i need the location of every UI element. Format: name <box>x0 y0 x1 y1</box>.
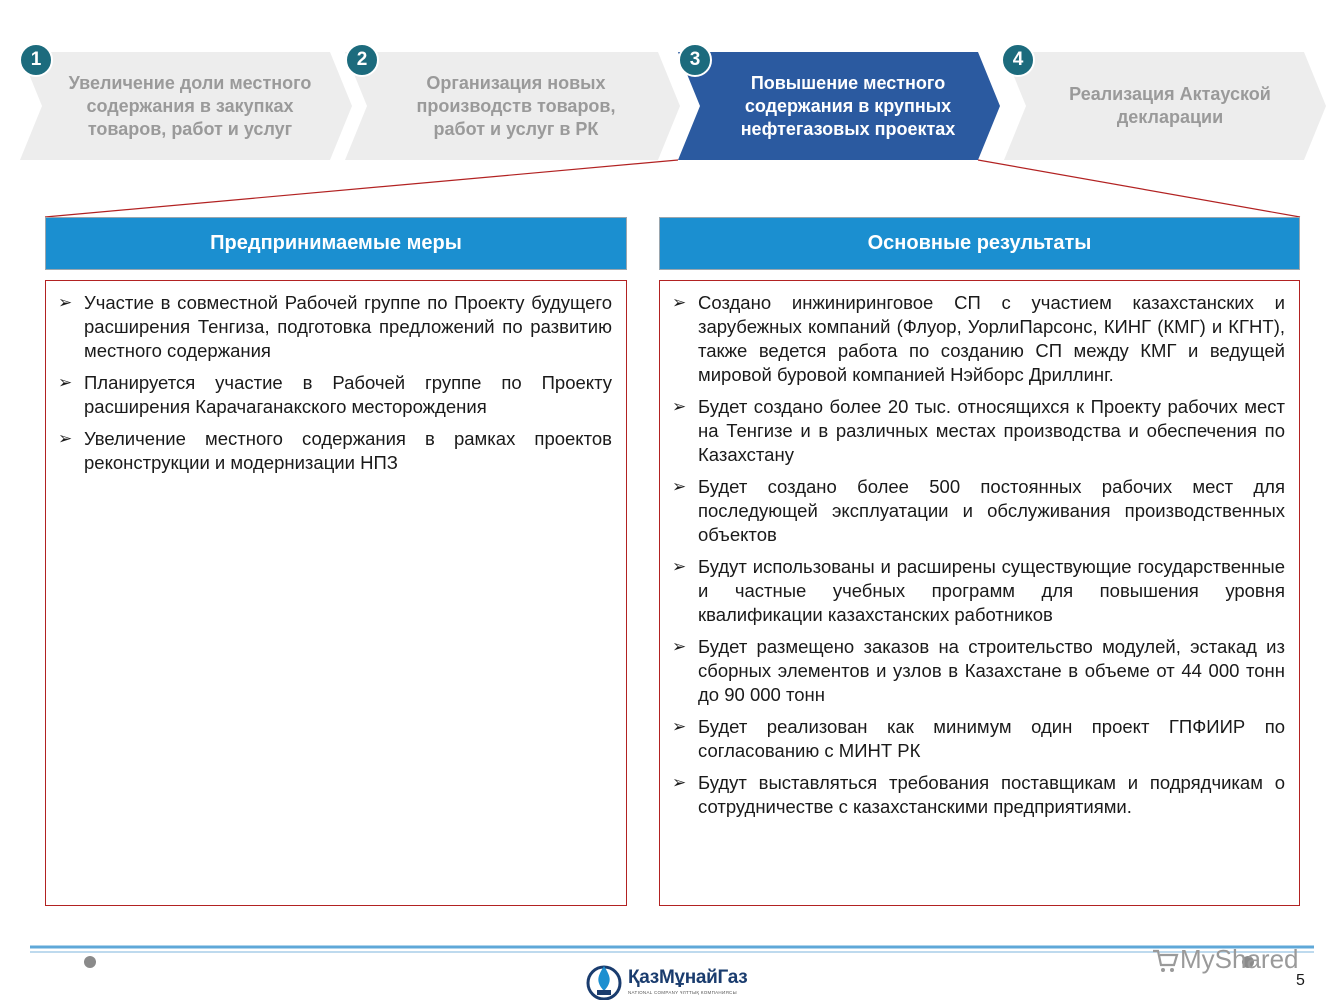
watermark-cart-icon <box>1150 945 1180 975</box>
results-item-text: Будут использованы и расширены существующие государственные и частные учебных программ для повышения уровня квалификации казахстанских работников <box>698 556 1285 625</box>
step-label-4: Реализация Актауской декларации <box>1069 84 1271 127</box>
step-number-4: 4 <box>1001 43 1035 77</box>
page-number: 5 <box>1296 972 1305 989</box>
arrow-bullet-icon: ➢ <box>672 293 687 312</box>
step-number-1: 1 <box>19 43 53 77</box>
measures-header: Предпринимаемые меры <box>45 217 627 270</box>
footer-divider <box>30 944 1314 956</box>
step-number-3: 3 <box>678 43 712 77</box>
results-item-text: Создано инжиниринговое СП с участием казахстанских и зарубежных компаний (Флуор, УорлиПарсонс, КИНГ (КМГ) и КГНТ), также ведется работа по созданию СП между КМГ и ведущей мировой буровой компанией Нэйборс Дриллинг. <box>698 292 1285 385</box>
results-item <box>660 771 1285 819</box>
results-item <box>660 635 1285 707</box>
results-item <box>660 475 1285 547</box>
results-panel <box>659 280 1300 906</box>
arrow-bullet-icon: ➢ <box>672 557 687 576</box>
arrow-bullet-icon: ➢ <box>58 373 73 392</box>
callout-line-left <box>45 160 678 217</box>
results-item <box>660 291 1285 387</box>
measures-item-text: Участие в совместной Рабочей группе по Проекту будущего расширения Тенгиза, подготовка предложений по развитию местного содержания <box>84 292 612 361</box>
callout-line-right <box>978 160 1300 217</box>
arrow-bullet-icon: ➢ <box>672 477 687 496</box>
results-list <box>660 291 1285 819</box>
logo-flame-icon <box>586 962 622 1000</box>
kazmunaygas-logo <box>586 962 747 1000</box>
step-label-1: Увеличение доли местного содержания в закупках товаров, работ и услуг <box>68 72 312 139</box>
watermark-text: MyShared <box>1180 944 1299 974</box>
myshared-watermark <box>1150 944 1299 975</box>
arrow-bullet-icon: ➢ <box>672 717 687 736</box>
step-label-2: Организация новых производств товаров, работ и услуг в РК <box>416 72 616 139</box>
results-header: Основные результаты <box>659 217 1300 270</box>
arrow-bullet-icon: ➢ <box>672 397 687 416</box>
results-item-text: Будет реализован как минимум один проект ГПФИИР по согласованию с МИНТ РК <box>698 716 1285 761</box>
measures-item <box>46 427 612 475</box>
logo-text: ҚазМұнайГаз <box>628 967 748 988</box>
measures-item <box>46 291 612 363</box>
measures-item-text: Увеличение местного содержания в рамках проектов реконструкции и модернизации НПЗ <box>84 428 612 473</box>
arrow-bullet-icon: ➢ <box>58 429 73 448</box>
measures-item-text: Планируется участие в Рабочей группе по Проекту расширения Карачаганакского месторождения <box>84 372 612 417</box>
footer-dot-left <box>84 956 96 968</box>
measures-item <box>46 371 612 419</box>
results-item-text: Будет создано более 20 тыс. относящихся к Проекту рабочих мест на Тенгизе и в различных местах производства и обеспечения по Казахстану <box>698 396 1285 465</box>
results-item <box>660 395 1285 467</box>
results-item <box>660 555 1285 627</box>
results-item-text: Будет создано более 500 постоянных рабочих мест для последующей эксплуатации и обслуживания производственных объектов <box>698 476 1285 545</box>
step-number-2: 2 <box>345 43 379 77</box>
results-item-text: Будет размещено заказов на строительство модулей, эстакад из сборных элементов и узлов в Казахстане в объеме от 44 000 тонн до 90 000 тонн <box>698 636 1285 705</box>
arrow-bullet-icon: ➢ <box>672 773 687 792</box>
results-item <box>660 715 1285 763</box>
logo-subtext: NATIONAL COMPANY ҰЛТТЫҚ КОМПАНИЯСЫ <box>628 990 737 995</box>
arrow-bullet-icon: ➢ <box>672 637 687 656</box>
measures-panel <box>45 280 627 906</box>
arrow-bullet-icon: ➢ <box>58 293 73 312</box>
step-label-3: Повышение местного содержания в крупных нефтегазовых проектах <box>740 72 956 139</box>
results-item-text: Будут выставляться требования поставщикам и подрядчикам о сотрудничестве с казахстанскими предприятиями. <box>698 772 1285 817</box>
measures-list <box>46 291 612 475</box>
